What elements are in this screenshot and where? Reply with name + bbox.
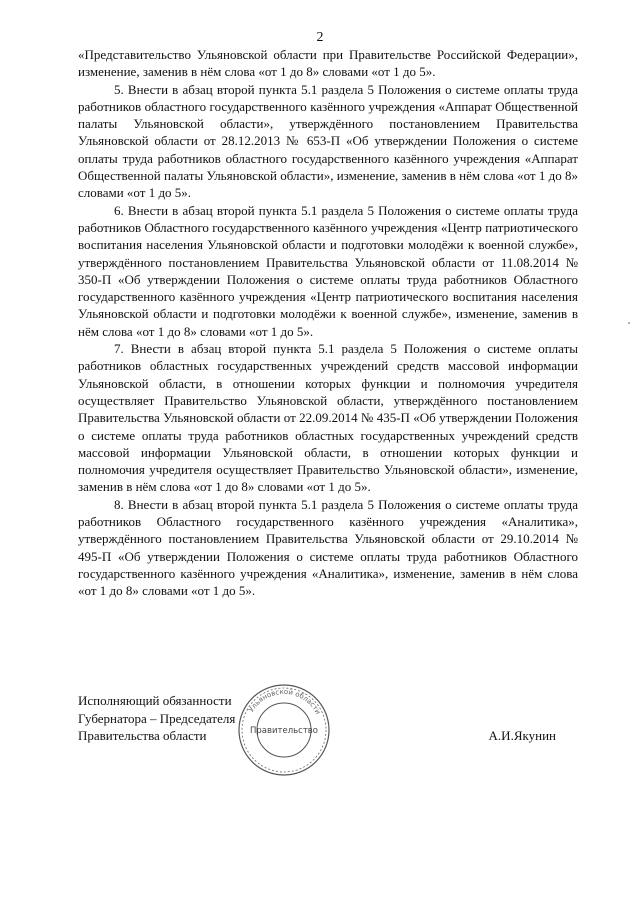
paragraph-item-5: 5. Внести в абзац второй пункта 5.1 раздела 5 Положения о системе оплаты труда работников областного государственного казённого учреждения «Аппарат Общественной палаты Ульяновской области», утверждённого постановлением Правительства Ульяновской области от 28.12.2013 № 653-П «Об утверждении Положения о системе оплаты труда работников областного государственного казённого учреждения «Аппарат Общественной палаты Ульяновской области», изменение, заменив в нём слова «от 1 до 8» словами «от 1 до 5». [78, 81, 578, 201]
paragraph-continuation: «Представительство Ульяновской области при Правительстве Российской Федерации», изменение, заменив в нём слова «от 1 до 8» словами «от 1 до 5». [78, 47, 578, 80]
signature-title-line-3: Правительства области [78, 728, 207, 743]
document-body [78, 46, 578, 600]
paragraph-item-8: 8. Внести в абзац второй пункта 5.1 раздела 5 Положения о системе оплаты труда работников Областного государственного казённого учреждения «Аналитика», утверждённого постановлением Правительства Ульяновской области от 29.10.2014 № 495-П «Об утверждении Положения о системе оплаты труда работников Областного государственного казённого учреждения «Аналитика», изменение, заменив в нём слова «от 1 до 8» словами «от 1 до 5». [78, 496, 578, 599]
stamp-ring-text: Ульяновской области [247, 687, 322, 716]
paragraph-item-7: 7. Внести в абзац второй пункта 5.1 раздела 5 Положения о системе оплаты работников областных государственных учреждений средств массовой информации Ульяновской области, в отношении которых функции и полномочия учредителя осуществляет Правительство Ульяновской области, утверждённого постановлением Правительства Ульяновской области от 22.09.2014 № 435-П «Об утверждении Положения о системе оплаты труда работников областных государственных учреждений средств массовой информации Ульяновской области, в отношении которых функции и полномочия учредителя осуществляет Правительство Ульяновской области», изменение, заменив в нём слова «от 1 до 8» словами «от 1 до 5». [78, 341, 578, 495]
scan-speck [628, 322, 630, 324]
signatory-name: А.И.Якунин [488, 728, 556, 743]
official-seal-stamp [236, 682, 332, 778]
paragraph-item-6: 6. Внести в абзац второй пункта 5.1 раздела 5 Положения о системе оплаты труда работников Областного государственного казённого учреждения «Центр патриотического воспитания населения Ульяновской области и подготовки молодёжи к военной службе», утверждённого постановлением Правительства Ульяновской области от 11.08.2014 № 350-П «Об утверждении Положения о системе оплаты труда работников Областного государственного казённого учреждения «Центр патриотического воспитания населения Ульяновской области и подготовки молодёжи к военной службе», изменение, заменив в нём слова «от 1 до 8» словами «от 1 до 5». [78, 202, 578, 339]
signature-block [78, 692, 598, 745]
page-number: 2 [316, 30, 324, 45]
signature-title-line-2: Губернатора – Председателя [78, 710, 236, 726]
signature-title-line-1: Исполняющий обязанности [78, 693, 232, 708]
stamp-center-text: Правительство [250, 726, 318, 736]
